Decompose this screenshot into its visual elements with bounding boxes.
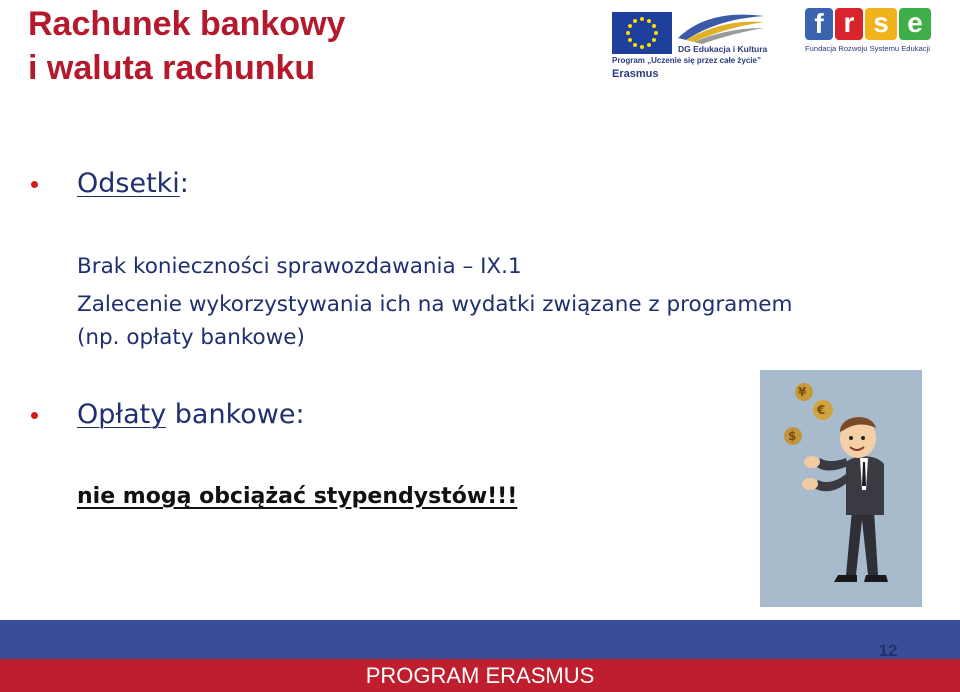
footer-label: PROGRAM ERASMUS xyxy=(365,663,595,688)
heading-odsetki xyxy=(77,168,189,200)
footer-band-blue xyxy=(0,620,960,659)
frse-letter-r: r xyxy=(835,8,863,40)
erasmus-label: Erasmus xyxy=(612,68,659,80)
heading-odsetki-word: Odsetki xyxy=(77,168,180,199)
body-line: Zalecenie wykorzystywania ich na wydatki związane z programem xyxy=(77,292,793,317)
program-label: Program „Uczenie się przez całe życie” xyxy=(612,56,761,65)
frse-caption: Fundacja Rozwoju Systemu Edukacji xyxy=(805,44,930,53)
yen-coin-symbol: ¥ xyxy=(798,385,807,399)
slide-title-line-1: Rachunek bankowy xyxy=(28,5,346,43)
slide-title-line-2: i waluta rachunku xyxy=(28,49,316,87)
bullet-odsetki xyxy=(31,181,38,188)
dollar-coin-symbol: $ xyxy=(788,429,797,443)
body-line: Brak konieczności sprawozdawania – IX.1 xyxy=(77,254,522,279)
frse-letter-f: f xyxy=(805,8,833,40)
heading-oplaty-rest: bankowe xyxy=(166,399,296,430)
eu-flag-icon xyxy=(612,12,672,54)
eu-erasmus-logo xyxy=(612,10,772,82)
erasmus-swoosh-icon xyxy=(676,10,766,44)
warning-text: nie mogą obciążać stypendystów!!! xyxy=(77,484,518,509)
frse-letter-s: s xyxy=(865,8,897,40)
slide-title xyxy=(28,2,448,90)
heading-oplaty-word: Opłaty xyxy=(77,399,167,430)
bullet-oplaty xyxy=(31,412,38,419)
page-number: 12 xyxy=(878,641,898,660)
euro-coin-symbol: € xyxy=(817,403,826,417)
juggling-man-icon xyxy=(760,370,922,607)
frse-logo xyxy=(805,8,933,58)
heading-oplaty-colon: : xyxy=(295,399,305,430)
heading-oplaty xyxy=(77,399,305,431)
body-line: (np. opłaty bankowe) xyxy=(77,325,305,350)
dg-label: DG Edukacja i Kultura xyxy=(678,44,768,54)
heading-odsetki-colon: : xyxy=(179,168,189,199)
frse-letter-e: e xyxy=(899,8,931,40)
businessman-illustration xyxy=(760,370,922,607)
